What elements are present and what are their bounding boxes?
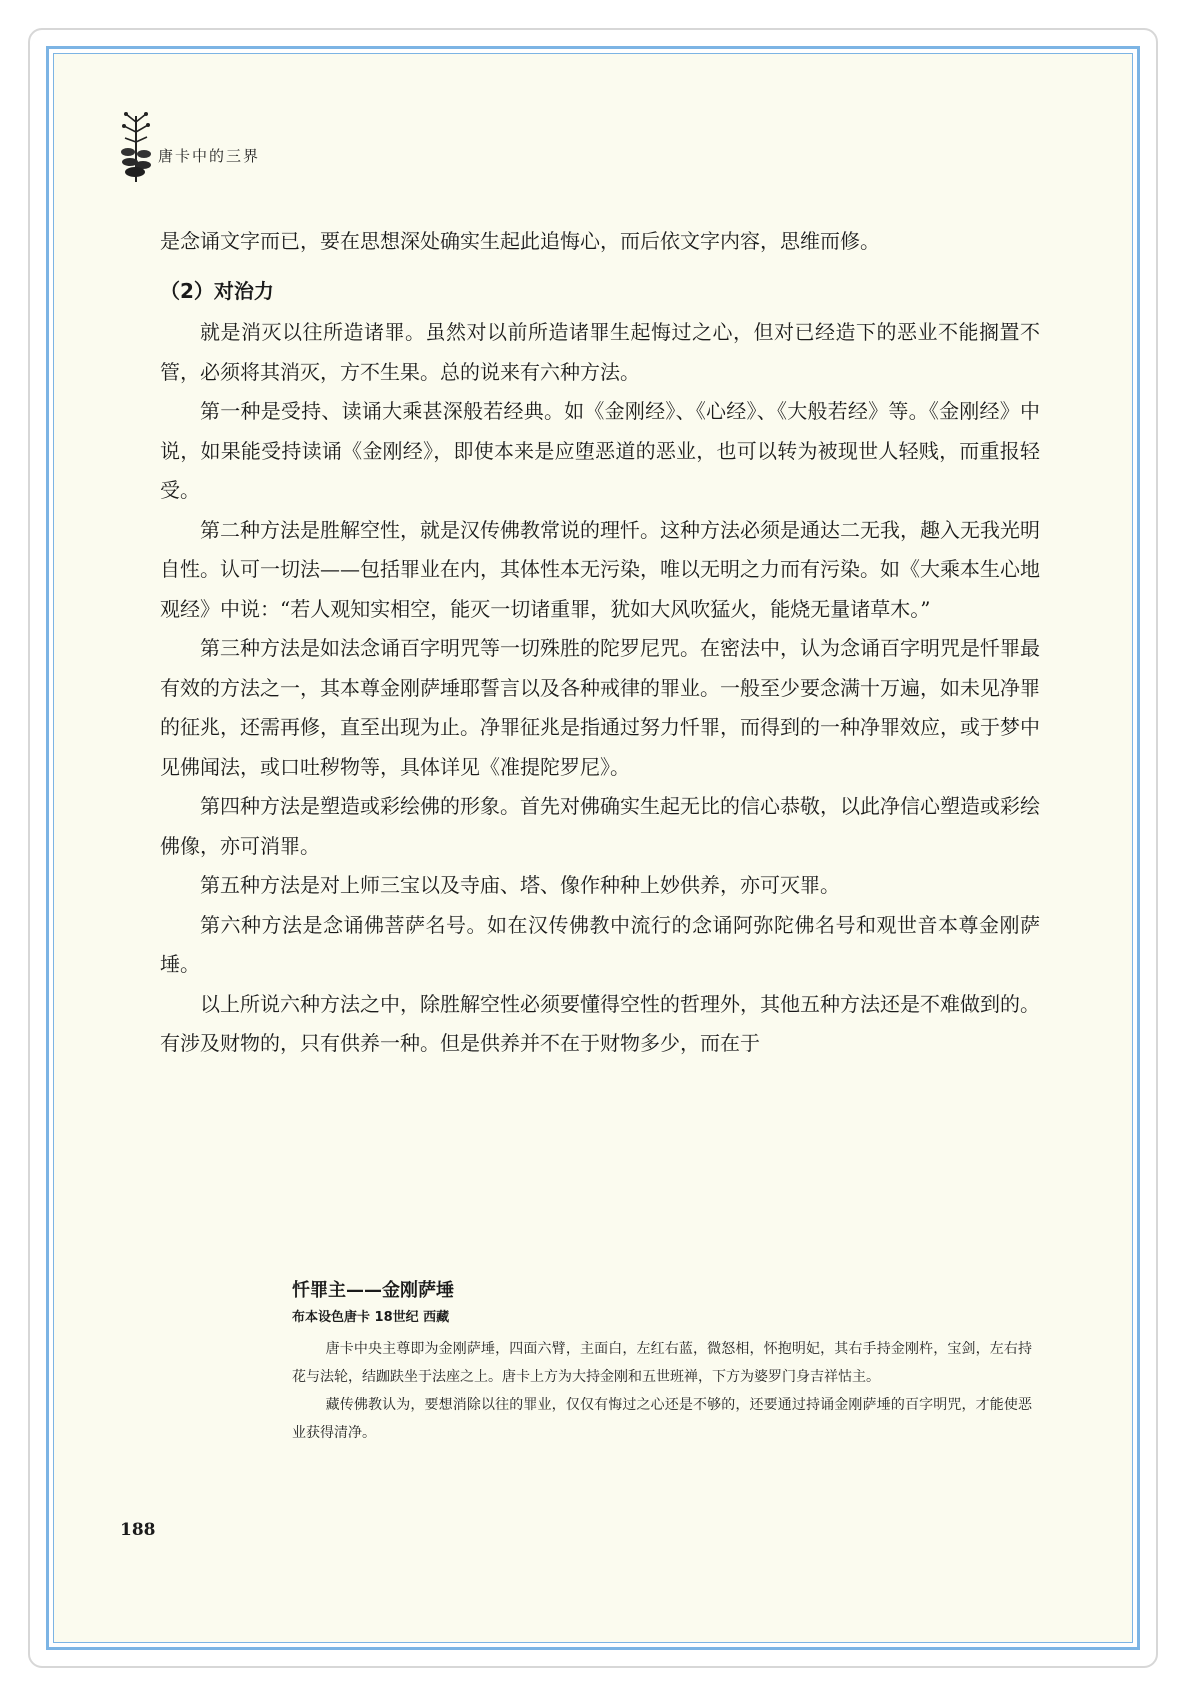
paragraph: 第一种是受持、读诵大乘甚深般若经典。如《金刚经》、《心经》、《大般若经》等。《金刚经》中说，如果能受持读诵《金刚经》，即使本来是应堕恶道的恶业，也可以转为被现世人轻贱，而重报轻受。 [160,399,1040,502]
paragraph: 第五种方法是对上师三宝以及寺庙、塔、像作种种上妙供养，亦可灭罪。 [200,873,840,897]
caption-title: 忏罪主——金刚萨埵 [292,1280,454,1301]
running-header [118,108,260,184]
caption-subtitle: 布本设色唐卡 18世纪 西藏 [292,1310,450,1325]
paragraph: 是念诵文字而已，要在思想深处确实生起此追悔心，而后依文字内容，思维而修。 [160,229,880,253]
figure-caption [292,1276,1032,1447]
main-text [160,222,1040,1064]
paragraph: 第六种方法是念诵佛菩萨名号。如在汉传佛教中流行的念诵阿弥陀佛名号和观世音本尊金刚萨埵。 [160,912,1040,976]
paragraph: 第二种方法是胜解空性，就是汉传佛教常说的理忏。这种方法必须是通达二无我，趣入无我光明自性。认可一切法——包括罪业在内，其体性本无污染，唯以无明之力而有污染。如《大乘本生心地观经》中说：“若人观知实相空，能灭一切诸重罪，犹如大风吹猛火，能烧无量诸草木。” [160,517,1040,621]
paragraph: 第三种方法是如法念诵百字明咒等一切殊胜的陀罗尼咒。在密法中，认为念诵百字明咒是忏罪最有效的方法之一，其本尊金刚萨埵耶誓言以及各种戒律的罪业。一般至少要念满十万遍，如未见净罪的征兆，还需再修，直至出现为止。净罪征兆是指通过努力忏罪，而得到的一种净罪效应，或于梦中见佛闻法，或口吐秽物等，具体详见《准提陀罗尼》。 [160,636,1040,779]
section-heading: （2）对治力 [160,278,274,303]
header-title: 唐卡中的三界 [158,147,261,165]
paragraph: 第四种方法是塑造或彩绘佛的形象。首先对佛确实生起无比的信心恭敬，以此净信心塑造或彩绘佛像，亦可消罪。 [160,794,1040,858]
flower-sprig-icon [118,108,154,184]
caption-paragraph: 藏传佛教认为，要想消除以往的罪业，仅仅有悔过之心还是不够的，还要通过持诵金刚萨埵的百字明咒，才能使恶业获得清净。 [292,1397,1032,1441]
paragraph: 以上所说六种方法之中，除胜解空性必须要懂得空性的哲理外，其他五种方法还是不难做到的。有涉及财物的，只有供养一种。但是供养并不在于财物多少，而在于 [160,991,1040,1055]
page-number: 188 [120,1520,156,1540]
paragraph: 就是消灭以往所造诸罪。虽然对以前所造诸罪生起悔过之心，但对已经造下的恶业不能搁置不管，必须将其消灭，方不生果。总的说来有六种方法。 [160,320,1040,384]
caption-paragraph: 唐卡中央主尊即为金刚萨埵，四面六臂，主面白，左红右蓝，微怒相，怀抱明妃，其右手持金刚杵，宝剑，左右持花与法轮，结跏趺坐于法座之上。唐卡上方为大持金刚和五世班禅，下方为婆罗门身吉祥怙主。 [292,1341,1032,1385]
